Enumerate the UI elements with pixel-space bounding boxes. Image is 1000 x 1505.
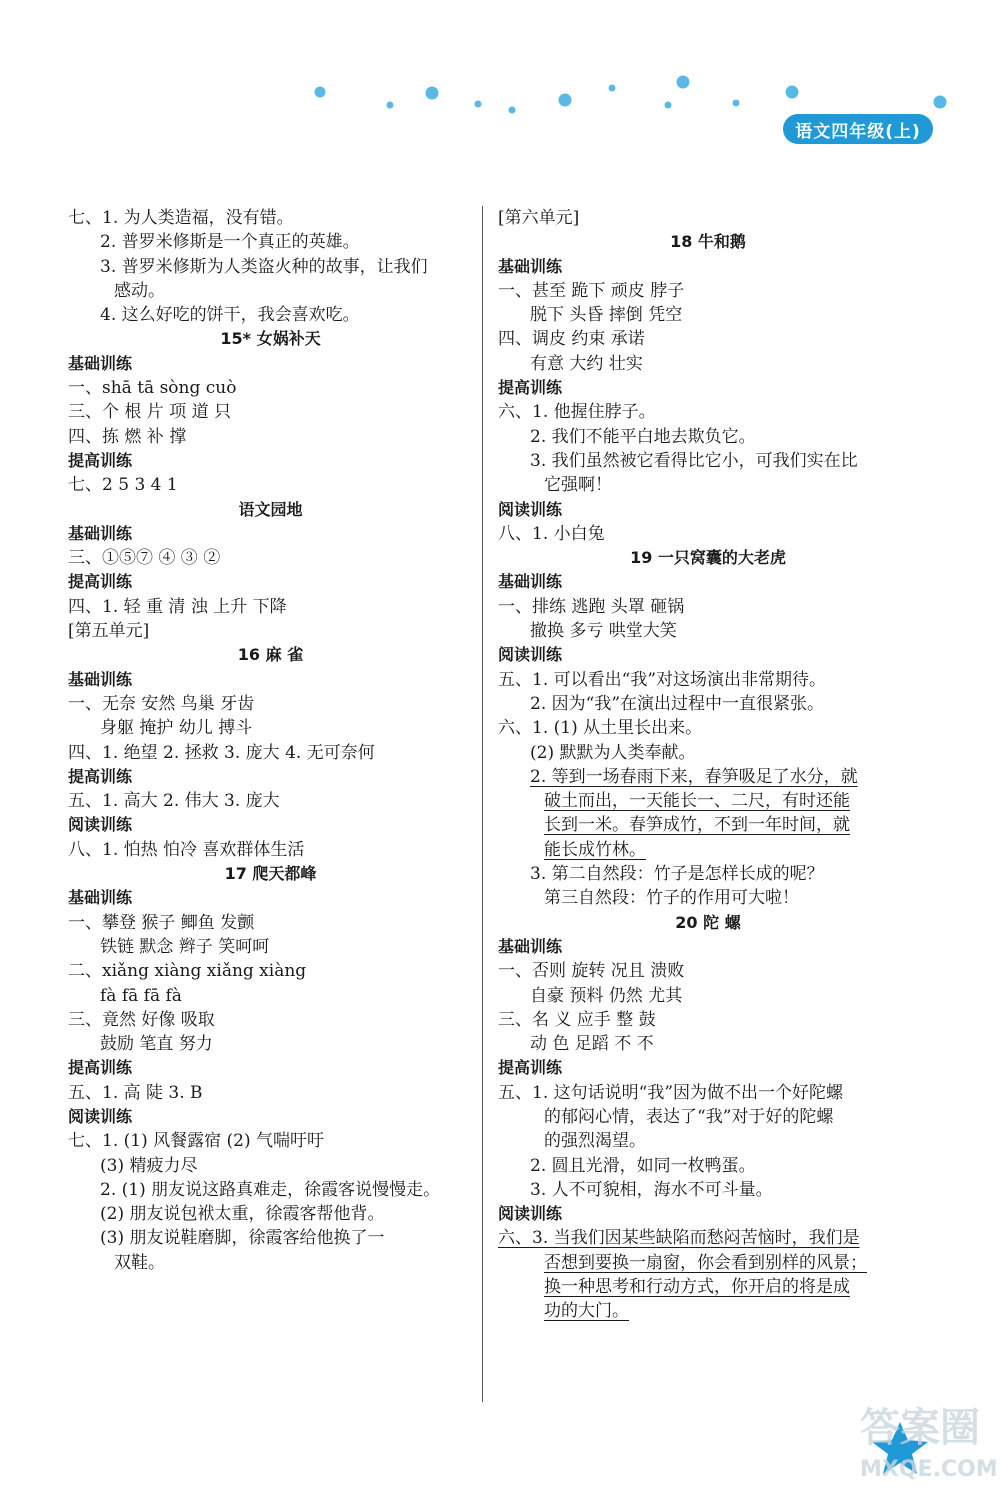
answer-line: 2. 普罗米修斯是一个真正的英雄。	[100, 232, 360, 253]
answer-line: 鼓励 笔直 努力	[100, 1034, 213, 1055]
grade-badge: 语文四年级(上)	[783, 114, 933, 144]
answer-line: 动 色 足蹈 不 不	[530, 1034, 654, 1055]
answer-line: 2. (1) 朋友说这路真难走，徐霞客说慢慢走。	[100, 1179, 441, 1200]
answer-line: 功的大门。	[544, 1301, 629, 1322]
answer-line: 六、3. 当我们因某些缺陷而愁闷苦恼时，我们是	[498, 1228, 860, 1249]
answer-line: 2. 等到一场春雨下来，春笋吸足了水分，就	[530, 766, 858, 787]
answer-line: [第五单元]	[68, 621, 150, 642]
section-heading: 阅读训练	[498, 1204, 563, 1224]
answer-line: 五、1. 这句话说明“我”因为做不出一个好陀螺	[498, 1082, 844, 1103]
answer-line: 一、排练 逃跑 头罩 砸锅	[498, 596, 685, 617]
page-header	[0, 0, 1000, 160]
answer-line: 换一种思考和行动方式，你开启的将是成	[544, 1277, 850, 1298]
answer-line: 撤换 多亏 哄堂大笑	[530, 621, 677, 642]
answer-line: 三、竟然 好像 吸取	[68, 1009, 215, 1030]
lesson-title: 18 牛和鹅	[670, 232, 746, 252]
section-heading: 基础训练	[68, 353, 133, 373]
column-divider	[482, 206, 483, 1402]
answer-line: 铁链 默念 辫子 笑呵呵	[100, 936, 270, 957]
answer-line: 三、①⑤⑦ ④ ③ ②	[68, 548, 221, 569]
answer-line: 一、甚至 跪下 顽皮 脖子	[498, 280, 685, 301]
answer-line: 四、1. 轻 重 清 浊 上升 下降	[68, 596, 287, 617]
answer-line: (3) 朋友说鞋磨脚，徐霞客给他换了一	[100, 1228, 385, 1249]
answer-line: fà fā fā fà	[100, 985, 182, 1006]
right-column	[498, 206, 918, 1324]
answer-line: 第三自然段：竹子的作用可大啦！	[544, 888, 799, 909]
answer-line: 八、1. 怕热 怕冷 喜欢群体生活	[68, 839, 305, 860]
answer-line: 2. 因为“我”在演出过程中一直很紧张。	[530, 693, 825, 714]
answer-line: 六、1. 他握住脖子。	[498, 402, 656, 423]
section-heading: 阅读训练	[68, 1106, 133, 1126]
watermark-text: 答案圈	[860, 1405, 980, 1451]
answer-line: 长到一米。春笋成竹，不到一年时间，就	[544, 815, 850, 836]
section-heading: 阅读训练	[498, 645, 563, 665]
answer-line: 感动。	[114, 280, 165, 301]
watermark	[860, 1400, 1000, 1500]
section-heading: 基础训练	[498, 572, 563, 592]
answer-line: 3. 人不可貌相，海水不可斗量。	[530, 1179, 773, 1200]
answer-line: 一、无奈 安然 鸟巢 牙齿	[68, 693, 255, 714]
answer-line: 2. 圆且光滑，如同一枚鸭蛋。	[530, 1155, 756, 1176]
answer-line: 五、1. 高大 2. 伟大 3. 庞大	[68, 791, 280, 812]
section-heading: 提高训练	[68, 450, 133, 470]
section-heading: 提高训练	[68, 1058, 133, 1078]
answer-line: 3. 我们虽然被它看得比它小，可我们实在比	[530, 450, 858, 471]
section-heading: 提高训练	[498, 378, 563, 398]
answer-line: 三、名 义 应手 整 鼓	[498, 1009, 656, 1030]
answer-line: 一、shā tā sòng cuò	[68, 378, 237, 399]
answer-line: 四、拣 燃 补 撑	[68, 426, 187, 447]
answer-line: 能长成竹林。	[544, 839, 646, 860]
answer-line: (2) 朋友说包袱太重，徐霞客帮他背。	[100, 1204, 385, 1225]
lesson-title: 20 陀 螺	[675, 912, 741, 932]
section-heading: 基础训练	[498, 936, 563, 956]
answer-line: 六、1. (1) 从土里长出来。	[498, 718, 703, 739]
answer-line: 三、个 根 片 项 道 只	[68, 402, 232, 423]
section-heading: 提高训练	[498, 1058, 563, 1078]
answer-line: 四、调皮 约束 承诺	[498, 329, 645, 350]
answer-line: 破土而出，一天能长一、二尺，有时还能	[544, 791, 850, 812]
lesson-title: 15* 女娲补天	[220, 329, 321, 349]
answer-line: 一、否则 旋转 况且 溃败	[498, 961, 685, 982]
answer-line: 八、1. 小白兔	[498, 523, 605, 544]
left-column	[68, 206, 473, 1275]
answer-line: 七、1. (1) 风餐露宿 (2) 气喘吁吁	[68, 1131, 324, 1152]
answer-line: 双鞋。	[114, 1252, 165, 1273]
answer-line: 七、2 5 3 4 1	[68, 475, 178, 496]
answer-line: 有意 大约 壮实	[530, 353, 643, 374]
lesson-title: 17 爬天都峰	[224, 864, 317, 884]
answer-line: 脱下 头昏 摔倒 凭空	[530, 305, 683, 326]
answer-line: 四、1. 绝望 2. 拯救 3. 庞大 4. 无可奈何	[68, 742, 375, 763]
answer-line: 五、1. 高 陡 3. B	[68, 1082, 203, 1103]
answer-line: (2) 默默为人类奉献。	[530, 742, 696, 763]
answer-line: 七、1. 为人类造福，没有错。	[68, 208, 294, 228]
answer-line: 3. 普罗米修斯为人类盗火种的故事，让我们	[100, 256, 428, 277]
lesson-title: 16 麻 雀	[237, 645, 304, 665]
section-heading: 阅读训练	[498, 499, 563, 519]
section-heading: 阅读训练	[68, 815, 133, 835]
answer-line: 4. 这么好吃的饼干，我会喜欢吃。	[100, 305, 360, 326]
answer-line: 否想到要换一扇窗，你会看到别样的风景；	[544, 1252, 867, 1273]
answer-line: 自豪 预料 仍然 尤其	[530, 985, 683, 1006]
answer-line: 的强烈渴望。	[544, 1131, 646, 1152]
answer-line: [第六单元]	[498, 208, 580, 228]
answer-line: 一、攀登 猴子 鲫鱼 发颤	[68, 912, 255, 933]
answer-line: 3. 第二自然段：竹子是怎样长成的呢？	[530, 864, 824, 885]
section-heading: 基础训练	[68, 523, 133, 543]
section-heading: 基础训练	[68, 888, 133, 908]
answer-line: 身躯 掩护 幼儿 搏斗	[100, 718, 253, 739]
answer-line: 二、xiǎng xiàng xiǎng xiàng	[68, 961, 307, 982]
answer-line: (3) 精疲力尽	[100, 1155, 198, 1176]
section-heading: 基础训练	[68, 669, 133, 689]
lesson-title: 19 一只窝囊的大老虎	[630, 548, 786, 568]
section-heading: 提高训练	[68, 766, 133, 786]
lesson-title: 语文园地	[238, 499, 303, 519]
watermark-sub: MXQE.COM	[860, 1457, 998, 1482]
answer-line: 的郁闷心情，表达了“我”对于好的陀螺	[544, 1106, 834, 1127]
answer-line: 它强啊！	[544, 475, 612, 496]
answer-line: 2. 我们不能平白地去欺负它。	[530, 426, 756, 447]
section-heading: 提高训练	[68, 572, 133, 592]
answer-line: 五、1. 可以看出“我”对这场演出非常期待。	[498, 669, 827, 690]
section-heading: 基础训练	[498, 256, 563, 276]
